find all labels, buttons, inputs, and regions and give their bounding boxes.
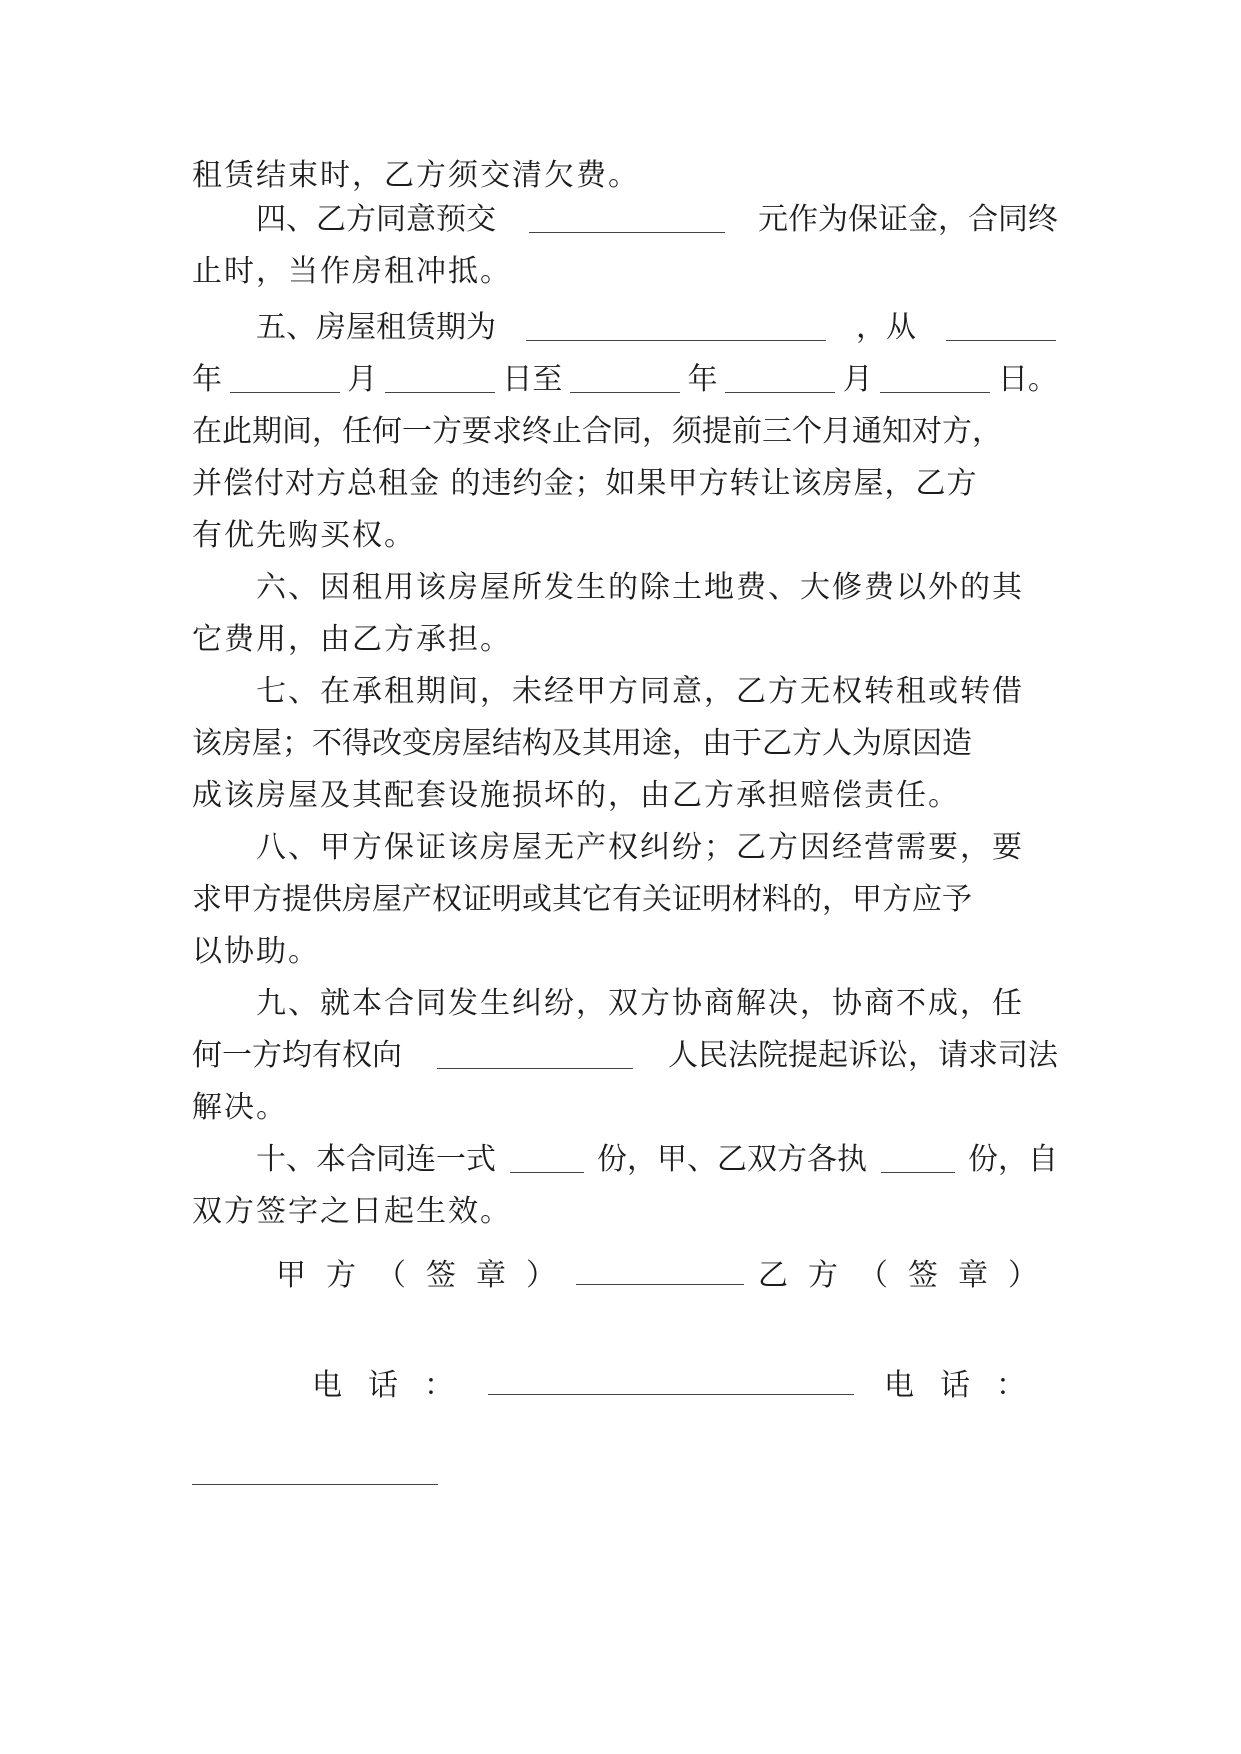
clause-9-text-2: 何一方均有权向 <box>192 1038 402 1073</box>
year-label: 年 <box>192 362 222 397</box>
text-line <box>256 672 1058 712</box>
year-label-2: 年 <box>687 362 718 397</box>
clause-5-text-3: 并偿付对方总租金 的违约金；如果甲方转让该房屋，乙方 <box>192 466 978 501</box>
party-a-signature-blank[interactable] <box>576 1252 744 1285</box>
clause-10-text-2: 份，甲、乙双方各执 <box>597 1142 867 1177</box>
phone-row <box>312 1362 1058 1406</box>
text-line <box>192 776 1058 816</box>
day-label-2: 日。 <box>997 362 1058 397</box>
day-to-label: 日至 <box>502 362 563 397</box>
clause-5-line-1 <box>192 308 1058 348</box>
text-line <box>256 568 1058 608</box>
clause-9-line-2 <box>192 1036 1058 1076</box>
text-line <box>256 984 1058 1024</box>
clause-8-text: 八、甲方保证该房屋无产权纠纷；乙方因经营需要，要 <box>256 830 1024 865</box>
party-a-phone-label: 电话： <box>312 1368 480 1403</box>
text-line <box>192 156 1058 196</box>
party-b-signature-blank[interactable] <box>192 1484 438 1485</box>
party-b-phone-label: 电话： <box>884 1368 1052 1403</box>
deposit-amount-blank[interactable] <box>529 200 725 233</box>
month-label: 月 <box>347 362 378 397</box>
text-line <box>192 932 1058 972</box>
clause-5-tail: 有优先购买权。 <box>192 518 416 553</box>
copies-each-blank[interactable] <box>881 1140 955 1173</box>
clause-5-text-2: 在此期间，任何一方要求终止合同，须提前三个月通知对方， <box>192 414 1002 449</box>
clause-5-from: ，从 <box>856 310 916 345</box>
party-a-signature-label: 甲方（签章） <box>276 1258 576 1293</box>
end-month-blank[interactable] <box>725 360 835 393</box>
clause-4-text: 四、乙方同意预交 <box>256 202 496 237</box>
clause-10-text: 十、本合同连一式 <box>256 1142 496 1177</box>
clause-8-text-2: 求甲方提供房屋产权证明或其它有关证明材料的，甲方应予 <box>192 882 972 917</box>
clause-7-text-2: 该房屋；不得改变房屋结构及其用途，由于乙方人为原因造 <box>192 726 972 761</box>
text-line <box>192 412 1058 452</box>
clause-7-tail: 成该房屋及其配套设施损坏的，由乙方承担赔偿责任。 <box>192 778 960 813</box>
clause-9-text-3: 人民法院提起诉讼，请求司法 <box>668 1038 1058 1073</box>
clause-9-text: 九、就本合同发生纠纷，双方协商解决，协商不成，任 <box>256 986 1024 1021</box>
clause-10-tail: 双方签字之日起生效。 <box>192 1194 512 1229</box>
clause-7-text: 七、在承租期间，未经甲方同意，乙方无权转租或转借 <box>256 674 1024 709</box>
clause-10-text-3: 份，自 <box>968 1142 1058 1177</box>
clause-6-tail: 它费用，由乙方承担。 <box>192 622 512 657</box>
text-line <box>192 620 1058 660</box>
clause-4-line-1 <box>192 200 1058 240</box>
text-line <box>192 464 1058 504</box>
text-line <box>192 1192 1058 1232</box>
text-line <box>192 1088 1058 1128</box>
court-name-blank[interactable] <box>437 1036 633 1069</box>
clause-3-tail: 租赁结束时，乙方须交清欠费。 <box>192 158 640 193</box>
end-year-blank[interactable] <box>570 360 680 393</box>
text-line <box>192 724 1058 764</box>
text-line <box>192 252 1058 292</box>
clause-4-text-cont: 元作为保证金，合同终 <box>758 202 1058 237</box>
lease-term-blank[interactable] <box>526 308 826 341</box>
copies-total-blank[interactable] <box>510 1140 584 1173</box>
start-month-blank[interactable] <box>385 360 495 393</box>
text-line <box>256 828 1058 868</box>
clause-8-tail: 以协助。 <box>192 934 320 969</box>
text-line <box>192 516 1058 556</box>
clause-5-line-2 <box>192 360 1058 400</box>
month-label-2: 月 <box>842 362 873 397</box>
clause-10-line-1 <box>192 1140 1058 1180</box>
start-year-blank-a[interactable] <box>946 308 1056 341</box>
clause-6-text: 六、因租用该房屋所发生的除土地费、大修费以外的其 <box>256 570 1024 605</box>
clause-4-tail: 止时，当作房租冲抵。 <box>192 254 512 289</box>
clause-5-text: 五、房屋租赁期为 <box>256 310 496 345</box>
party-a-phone-blank[interactable] <box>488 1362 854 1395</box>
start-year-blank[interactable] <box>230 360 340 393</box>
signature-row <box>276 1252 1058 1296</box>
party-b-signature-label: 乙方（签章） <box>758 1258 1058 1293</box>
end-day-blank[interactable] <box>880 360 990 393</box>
text-line <box>192 880 1058 920</box>
clause-9-tail: 解决。 <box>192 1090 288 1125</box>
